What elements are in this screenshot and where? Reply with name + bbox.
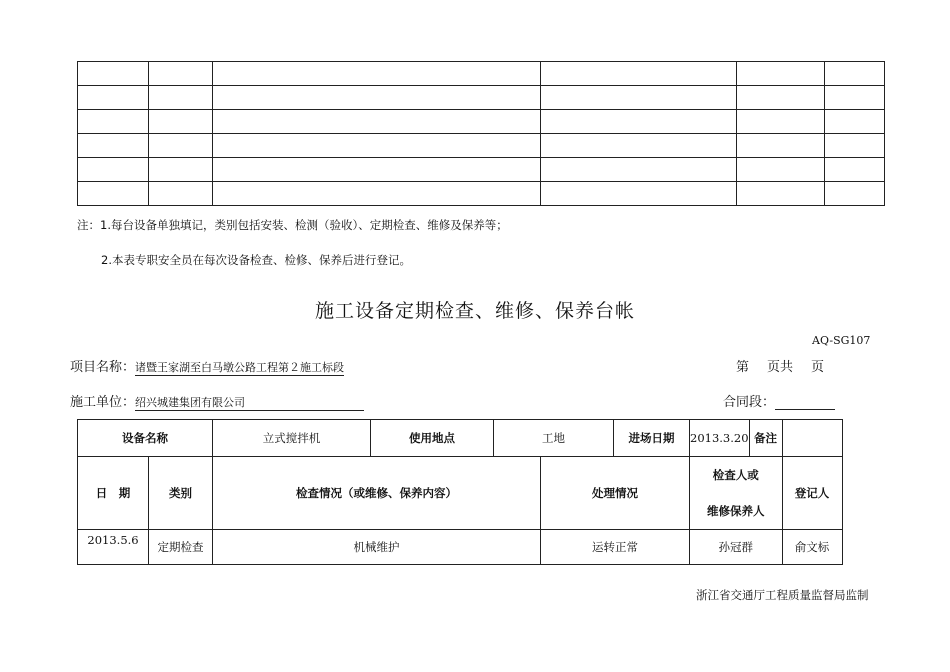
maintenance-ledger-table: [77, 419, 843, 565]
remark-value: [782, 420, 842, 457]
table-row: [78, 86, 885, 110]
col-handle: 处理情况: [541, 457, 690, 530]
col-inspector-line2: 维修保养人: [707, 504, 765, 518]
col-check: 检查情况（或维修、保养内容）: [213, 457, 541, 530]
row-recorder: 俞文标: [782, 530, 842, 565]
table-row: [78, 182, 885, 206]
page-di-label: 第: [736, 360, 750, 375]
note-1: 注：1.每台设备单独填记，类别包括安装、检测（验收）、定期检查、维修及保养等；: [77, 218, 508, 232]
contract-value: [775, 395, 835, 410]
project-value: 诸暨王家湖至白马墩公路工程第２施工标段: [135, 361, 345, 374]
entry-date-value: 2013.3.20: [690, 420, 750, 457]
unit-label: 施工单位：: [70, 395, 136, 410]
contract-row: [723, 391, 835, 410]
location-value: 工地: [494, 420, 614, 457]
document-title: 施工设备定期检查、维修、保养台帐: [314, 300, 635, 322]
footer-issuer: 浙江省交通厅工程质量监督局监制: [696, 588, 869, 602]
entry-date-label: 进场日期: [614, 420, 690, 457]
row-handle: 运转正常: [541, 530, 690, 565]
remark-label: 备注: [749, 420, 782, 457]
unit-row: [70, 391, 364, 411]
equipment-name-value: 立式搅拌机: [213, 420, 371, 457]
table-row: [78, 134, 885, 158]
table-row: [78, 530, 843, 565]
row-check: 机械维护: [213, 530, 541, 565]
col-type: 类别: [149, 457, 213, 530]
table-row: [78, 158, 885, 182]
contract-label: 合同段：: [723, 395, 776, 410]
form-code: AQ-SG107: [812, 334, 871, 347]
location-label: 使用地点: [371, 420, 494, 457]
col-inspector-line1: 检查人或: [712, 468, 759, 482]
col-recorder: 登记人: [782, 457, 842, 530]
equipment-name-label: 设备名称: [78, 420, 213, 457]
table-row: [78, 110, 885, 134]
page-ye-label: 页: [811, 360, 825, 375]
row-type: 定期检查: [149, 530, 213, 565]
project-row: [70, 356, 344, 376]
row-date: 2013.5.6: [78, 530, 149, 565]
unit-value: 绍兴城建集团有限公司: [135, 394, 364, 411]
col-inspector: [690, 457, 783, 530]
row-inspector: 孙冠群: [690, 530, 783, 565]
column-header-row: [78, 457, 843, 530]
equipment-info-row: [78, 420, 843, 457]
project-label: 项目名称：: [70, 360, 136, 375]
note-2: 2.本表专职安全员在每次设备检查、检修、保养后进行登记。: [101, 253, 411, 267]
previous-page-table: [77, 61, 885, 206]
page-number: [736, 356, 824, 375]
col-date: 日 期: [78, 457, 149, 530]
table-row: [78, 62, 885, 86]
page-gong-label: 页共: [767, 360, 794, 375]
